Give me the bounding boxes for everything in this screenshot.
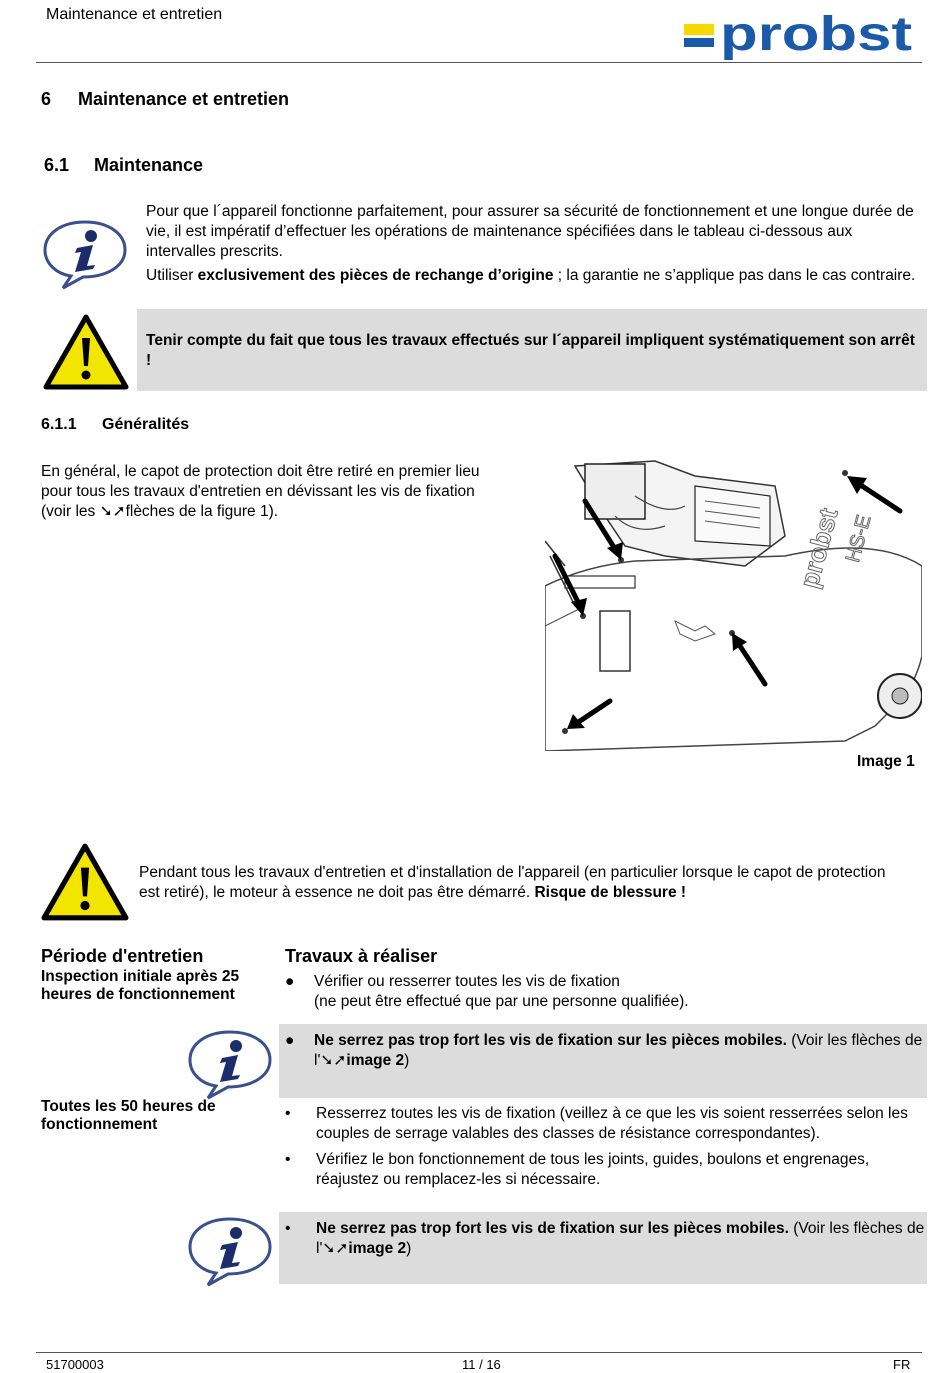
svg-text:HS-E: HS-E [841,512,876,565]
list-item: • Vérifiez le bon fonctionnement de tous les joints, guides, boulons et engrenages, réajustez ou remplacez-les si nécessaire. [285,1151,870,1188]
list-item: ● Vérifier ou resserrer toutes les vis de fixation (ne peut être effectué que par une personne qualifiée). [285,973,689,1010]
tasks-list-2 [285,1104,925,1196]
svg-text:probst: probst [720,10,913,60]
footer-rule [36,1352,922,1353]
info-bubble-icon [186,1215,274,1287]
arrows-icon: ➘➚ [320,1052,347,1069]
warning-note-box [137,309,927,391]
period-column-header: Période d'entretien [41,946,204,966]
figure-caption: Image 1 [857,753,915,770]
info-bubble-icon [41,218,129,290]
probst-logo [684,10,916,60]
warning-triangle-icon [43,314,129,390]
subsubsection-heading: 6.1.1 Généralités [41,416,190,433]
warning-paragraph: Pendant tous les travaux d'entretien et d'installation de l'appareil (en particulier lorsque le capot de protection est retiré), le moteur à essence ne doit pas être démarré. Risque de blessure ! [139,864,886,901]
tasks-list-1 [285,972,925,1012]
intro-paragraph: En général, le capot de protection doit être retiré en premier lieu pour tous les travaux d'entretien en dévissant les vis de fixation (voir les ➘➚flèches de la figure 1). [41,463,480,520]
language-code: FR [893,1357,911,1372]
warning-triangle-icon [41,843,129,921]
header-rule [36,62,922,63]
header-title: Maintenance et entretien [46,6,223,23]
info-paragraph: Pour que l´appareil fonctionne parfaitement, pour assurer sa sécurité de fonctionnement et une longue durée de vie, il est impératif d’effectuer les opérations de maintenance spécifiées dans le tableau ci-dessous aux intervalles prescrits. [146,203,914,260]
page-number: 11 / 16 [462,1357,501,1372]
subsection-heading: 6.1 Maintenance [44,155,204,175]
note-box-1 [279,1024,927,1098]
figure-machine-photo [545,456,922,751]
tasks-column-header: Travaux à réaliser [285,946,438,966]
arrows-icon: ➘➚ [99,503,126,520]
info-bubble-icon [186,1028,274,1100]
list-item: • Resserrez toutes les vis de fixation (veillez à ce que les vis soient resserrées selon les couples de serrage valables des classes de résistance correspondantes). [285,1105,908,1142]
period-row-1: Inspection initiale après 25 heures de fonctionnement [41,968,240,1003]
note-item: ● Ne serrez pas trop fort les vis de fixation sur les pièces mobiles. (Voir les flèches de l'➘➚image 2) [285,1032,923,1069]
doc-number: 51700003 [46,1357,104,1372]
note-box-2 [279,1212,927,1284]
section-heading: 6 Maintenance et entretien [41,89,290,109]
note-item: • Ne serrez pas trop fort les vis de fixation sur les pièces mobiles. (Voir les flèches de l'➘➚image 2) [285,1220,925,1257]
svg-text:probst: probst [793,505,844,592]
period-row-2: Toutes les 50 heures de fonctionnement [41,1098,216,1133]
info-paragraph-2: Utiliser exclusivement des pièces de rechange d’origine ; la garantie ne s’applique pas dans le cas contraire. [146,267,916,284]
warning-note-text: Tenir compte du fait que tous les travaux effectués sur l´appareil impliquent systématiquement son arrêt ! [146,332,915,369]
arrows-icon: ➘➚ [322,1240,349,1257]
